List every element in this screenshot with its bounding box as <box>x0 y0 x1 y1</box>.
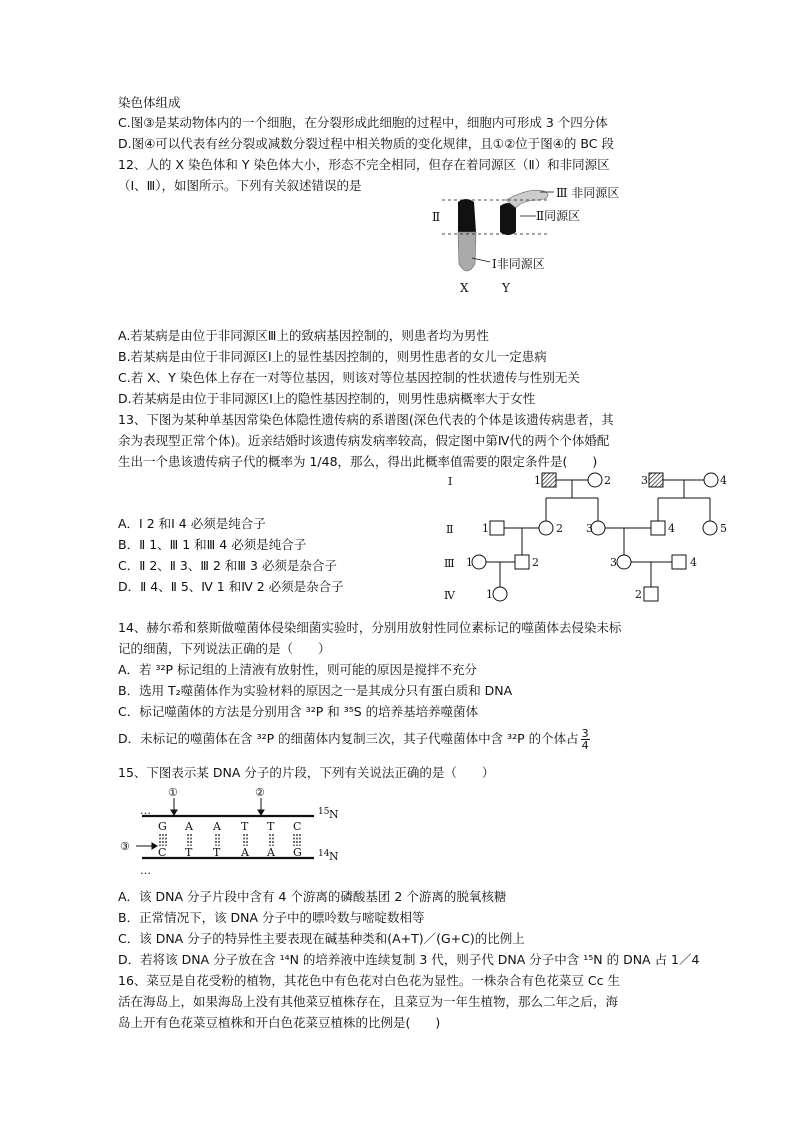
question-12-stem: （Ⅰ、Ⅲ），如图所示。下列有关叙述错误的是 <box>118 178 362 193</box>
option-b: B．Ⅱ 1、Ⅲ 1 和Ⅲ 4 必须是纯合子 <box>118 537 307 552</box>
label-region-iii: Ⅲ 非同源区 <box>556 186 620 200</box>
base-bottom: C <box>158 846 167 859</box>
individual-number: 3 <box>641 474 648 487</box>
question-14-stem: 记的细菌，下列说法正确的是（ ） <box>118 641 331 656</box>
individual-number: 5 <box>720 522 727 535</box>
question-13-stem: 生出一个患该遗传病子代的概率为 1/48，那么，得出此概率值需要的限定条件是( ) <box>118 454 598 469</box>
question-14-stem: 14、赫尔希和蔡斯做噬菌体侵染细菌实验时，分别用放射性同位素标记的噬菌体去侵染未标 <box>118 620 622 635</box>
label-region-i: Ⅰ非同源区 <box>492 257 545 271</box>
pedigree-chart <box>438 470 748 610</box>
option-b: B．选用 T₂噬菌体作为实验材料的原因之一是其成分只有蛋白质和 DNA <box>118 683 513 698</box>
option-c: C．Ⅱ 2、Ⅱ 3、Ⅲ 2 和Ⅲ 3 必须是杂合子 <box>118 558 337 573</box>
base-bottom: A <box>241 846 249 859</box>
base-bottom: G <box>293 846 302 859</box>
individual-number: 4 <box>720 474 727 487</box>
ellipsis: … <box>140 864 151 877</box>
option-d: D．Ⅱ 4、Ⅱ 5、Ⅳ 1 和Ⅳ 2 必须是杂合子 <box>118 579 344 594</box>
bottom-element: N <box>329 850 339 863</box>
question-15-stem: 15、下图表示某 DNA 分子的片段，下列有关说法正确的是（ ） <box>118 765 495 780</box>
individual-number: 2 <box>556 522 563 535</box>
base-top: G <box>158 820 167 833</box>
option-a: A.若某病是由位于非同源区Ⅲ上的致病基因控制的，则患者均为男性 <box>118 328 489 343</box>
generation-label: Ⅳ <box>444 589 455 602</box>
fraction-three-quarters <box>581 728 590 751</box>
individual-number: 2 <box>635 588 642 601</box>
option-c: C.若 X、Y 染色体上存在一对等位基因，则该对等位基因控制的性状遗传与性别无关 <box>118 370 580 385</box>
top-element: N <box>329 808 339 821</box>
individual-number: 2 <box>604 474 611 487</box>
individual-number: 3 <box>610 556 617 569</box>
base-bottom: T <box>213 846 221 859</box>
base-bottom: A <box>267 846 275 859</box>
option-c: C．该 DNA 分子的特异性主要表现在碱基种类和(A+T)／(G+C)的比例上 <box>118 931 525 946</box>
option-d-text: D．未标记的噬菌体在含 ³²P 的细菌体内复制三次，其子代噬菌体中含 ³²P 的个体占 <box>118 731 579 746</box>
question-13-stem: 余为表现型正常个体)。近亲结婚时该遗传病发病率较高，假定图中第Ⅳ代的两个个体婚配 <box>118 433 610 448</box>
option-a: A．Ⅰ 2 和Ⅰ 4 必须是纯合子 <box>118 516 266 531</box>
individual-number: 1 <box>482 522 489 535</box>
label-region-ii-left: Ⅱ <box>432 210 441 224</box>
top-isotope: 15 <box>318 807 330 817</box>
question-16-stem: 16、菜豆是自花受粉的植物，其花色中有色花对白色花为显性。一株杂合有色花菜豆 Cc 生 <box>118 973 620 988</box>
option-a: A．该 DNA 分子片段中含有 4 个游离的磷酸基团 2 个游离的脱氧核糖 <box>118 889 507 904</box>
individual-number: 4 <box>668 522 675 535</box>
option-d <box>118 728 590 751</box>
individual-number: 1 <box>534 474 541 487</box>
individual-number: 4 <box>690 556 697 569</box>
fraction-denominator: 4 <box>581 739 589 752</box>
fraction-numerator: 3 <box>581 727 589 740</box>
question-12-stem: 12、人的 X 染色体和 Y 染色体大小，形态不完全相同，但存在着同源区（Ⅱ）和非同源区 <box>118 157 610 172</box>
option-b: B.若某病是由位于非同源区Ⅰ上的显性基因控制的，则男性患者的女儿一定患病 <box>118 349 547 364</box>
base-top: A <box>185 820 193 833</box>
option-b: B．正常情况下，该 DNA 分子中的嘌呤数与嘧啶数相等 <box>118 910 425 925</box>
base-top: T <box>267 820 275 833</box>
text-line: D.图④可以代表有丝分裂或减数分裂过程中相关物质的变化规律，且①②位于图④的 BC 段 <box>118 136 614 151</box>
option-d: D.若某病是由位于非同源区Ⅰ上的隐性基因控制的，则男性患病概率大于女性 <box>118 391 536 406</box>
label-region-ii: Ⅱ同源区 <box>536 209 581 223</box>
xy-chromosome-diagram <box>420 178 660 296</box>
bottom-isotope: 14 <box>318 849 330 859</box>
option-c: C．标记噬菌体的方法是分别用含 ³²P 和 ³⁵S 的培养基培养噬菌体 <box>118 704 479 719</box>
option-a: A．若 ³²P 标记组的上清液有放射性，则可能的原因是搅拌不充分 <box>118 662 478 677</box>
generation-label: Ⅱ <box>446 523 454 536</box>
text-line: 染色体组成 <box>118 95 181 110</box>
marker-1: ① <box>168 786 178 799</box>
marker-3: ③ <box>120 840 130 853</box>
individual-number: 3 <box>586 522 593 535</box>
question-16-stem: 活在海岛上，如果海岛上没有其他菜豆植株存在，且菜豆为一年生植物，那么二年之后，海 <box>118 994 619 1009</box>
base-top: C <box>293 820 302 833</box>
generation-label: Ⅲ <box>444 557 455 570</box>
generation-label: Ⅰ <box>448 475 453 488</box>
individual-number: 1 <box>466 556 473 569</box>
base-top: A <box>213 820 221 833</box>
base-bottom: T <box>185 846 193 859</box>
text-line: C.图③是某动物体内的一个细胞，在分裂形成此细胞的过程中，细胞内可形成 3 个四分体 <box>118 115 608 130</box>
individual-number: 2 <box>532 556 539 569</box>
individual-number: 1 <box>486 588 493 601</box>
label-x: X <box>460 281 469 295</box>
marker-2: ② <box>255 786 265 799</box>
base-top: T <box>241 820 249 833</box>
ellipsis: … <box>140 804 151 817</box>
option-d: D．若将该 DNA 分子放在含 ¹⁴N 的培养液中连续复制 3 代，则子代 DNA 分子中含 ¹⁵N 的 DNA 占 1／4 <box>118 952 700 967</box>
question-13-stem: 13、下图为某种单基因常染色体隐性遗传病的系谱图(深色代表的个体是该遗传病患者，其 <box>118 412 614 427</box>
dna-fragment-diagram <box>118 784 358 884</box>
question-16-stem: 岛上开有色花菜豆植株和开白色花菜豆植株的比例是( ) <box>118 1015 441 1030</box>
label-y: Y <box>502 281 510 295</box>
